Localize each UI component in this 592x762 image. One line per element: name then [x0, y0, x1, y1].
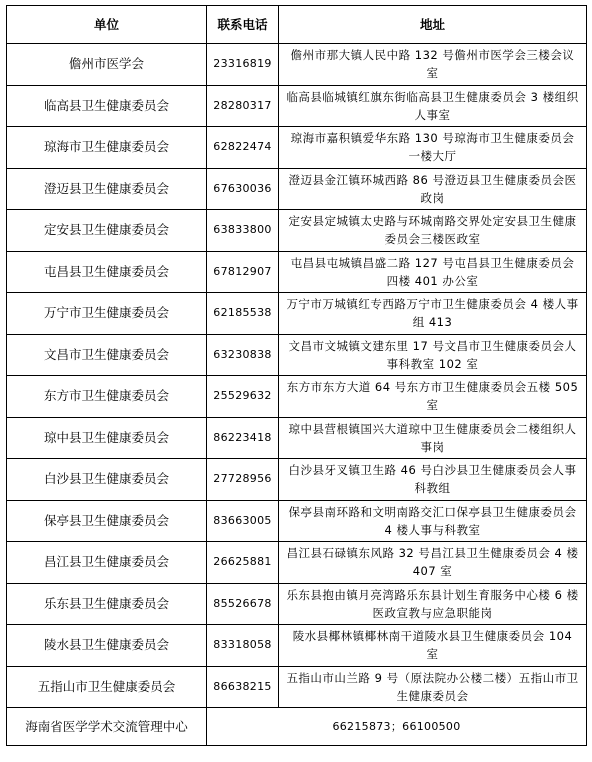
address-cell: 东方市东方大道 64 号东方市卫生健康委员会五楼 505 室 — [279, 376, 587, 418]
unit-cell: 陵水县卫生健康委员会 — [7, 625, 207, 667]
table-row — [7, 542, 587, 584]
phone-cell: 63230838 — [207, 334, 279, 376]
address-cell: 万宁市万城镇红专西路万宁市卫生健康委员会 4 楼人事组 413 — [279, 293, 587, 335]
phone-cell: 67630036 — [207, 168, 279, 210]
phone-cell: 62185538 — [207, 293, 279, 335]
phone-cell: 27728956 — [207, 459, 279, 501]
unit-cell: 五指山市卫生健康委员会 — [7, 666, 207, 708]
unit-cell: 儋州市医学会 — [7, 44, 207, 86]
unit-cell: 保亭县卫生健康委员会 — [7, 500, 207, 542]
table-row — [7, 500, 587, 542]
unit-cell: 乐东县卫生健康委员会 — [7, 583, 207, 625]
address-cell: 临高县临城镇红旗东街临高县卫生健康委员会 3 楼组织人事室 — [279, 85, 587, 127]
unit-cell: 白沙县卫生健康委员会 — [7, 459, 207, 501]
phone-cell: 26625881 — [207, 542, 279, 584]
address-cell: 文昌市文城镇文建东里 17 号文昌市卫生健康委员会人事科教室 102 室 — [279, 334, 587, 376]
unit-cell: 昌江县卫生健康委员会 — [7, 542, 207, 584]
phone-cell: 28280317 — [207, 85, 279, 127]
table-row — [7, 293, 587, 335]
address-cell: 琼中县营根镇国兴大道琼中卫生健康委员会二楼组织人事岗 — [279, 417, 587, 459]
unit-cell: 定安县卫生健康委员会 — [7, 210, 207, 252]
phone-cell: 86223418 — [207, 417, 279, 459]
address-cell: 白沙县牙叉镇卫生路 46 号白沙县卫生健康委员会人事科教组 — [279, 459, 587, 501]
unit-cell: 屯昌县卫生健康委员会 — [7, 251, 207, 293]
table-row — [7, 666, 587, 708]
unit-cell: 琼中县卫生健康委员会 — [7, 417, 207, 459]
unit-cell: 澄迈县卫生健康委员会 — [7, 168, 207, 210]
table-row — [7, 417, 587, 459]
address-cell: 屯昌县屯城镇昌盛二路 127 号屯昌县卫生健康委员会四楼 401 办公室 — [279, 251, 587, 293]
table-header-row — [7, 6, 587, 44]
address-cell: 琼海市嘉积镇爱华东路 130 号琼海市卫生健康委员会一楼大厅 — [279, 127, 587, 169]
phone-cell: 67812907 — [207, 251, 279, 293]
contact-table — [6, 5, 587, 746]
address-cell: 保亭县南环路和文明南路交汇口保亭县卫生健康委员会 4 楼人事与科教室 — [279, 500, 587, 542]
table-row — [7, 127, 587, 169]
address-cell: 昌江县石碌镇东风路 32 号昌江县卫生健康委员会 4 楼 407 室 — [279, 542, 587, 584]
footer-unit: 海南省医学学术交流管理中心 — [7, 708, 207, 746]
unit-cell: 临高县卫生健康委员会 — [7, 85, 207, 127]
table-row — [7, 251, 587, 293]
table-row — [7, 44, 587, 86]
phone-cell: 83318058 — [207, 625, 279, 667]
address-cell: 五指山市山兰路 9 号（原法院办公楼二楼）五指山市卫生健康委员会 — [279, 666, 587, 708]
unit-cell: 万宁市卫生健康委员会 — [7, 293, 207, 335]
address-cell: 乐东县抱由镇月亮湾路乐东县计划生育服务中心楼 6 楼医政宣教与应急职能岗 — [279, 583, 587, 625]
table-row — [7, 85, 587, 127]
header-address: 地址 — [279, 6, 587, 44]
phone-cell: 63833800 — [207, 210, 279, 252]
header-unit: 单位 — [7, 6, 207, 44]
table-footer-row — [7, 708, 587, 746]
phone-cell: 85526678 — [207, 583, 279, 625]
table-body — [7, 44, 587, 708]
table-row — [7, 210, 587, 252]
contact-table-document — [6, 5, 587, 746]
phone-cell: 25529632 — [207, 376, 279, 418]
footer-phones: 66215873；66100500 — [207, 708, 587, 746]
unit-cell: 东方市卫生健康委员会 — [7, 376, 207, 418]
address-cell: 儋州市那大镇人民中路 132 号儋州市医学会三楼会议室 — [279, 44, 587, 86]
table-row — [7, 168, 587, 210]
address-cell: 陵水县椰林镇椰林南干道陵水县卫生健康委员会 104 室 — [279, 625, 587, 667]
address-cell: 定安县定城镇太史路与环城南路交界处定安县卫生健康委员会三楼医政室 — [279, 210, 587, 252]
phone-cell: 62822474 — [207, 127, 279, 169]
table-row — [7, 459, 587, 501]
table-row — [7, 625, 587, 667]
table-row — [7, 334, 587, 376]
header-phone: 联系电话 — [207, 6, 279, 44]
table-row — [7, 583, 587, 625]
table-row — [7, 376, 587, 418]
unit-cell: 文昌市卫生健康委员会 — [7, 334, 207, 376]
phone-cell: 23316819 — [207, 44, 279, 86]
phone-cell: 83663005 — [207, 500, 279, 542]
unit-cell: 琼海市卫生健康委员会 — [7, 127, 207, 169]
phone-cell: 86638215 — [207, 666, 279, 708]
address-cell: 澄迈县金江镇环城西路 86 号澄迈县卫生健康委员会医政岗 — [279, 168, 587, 210]
